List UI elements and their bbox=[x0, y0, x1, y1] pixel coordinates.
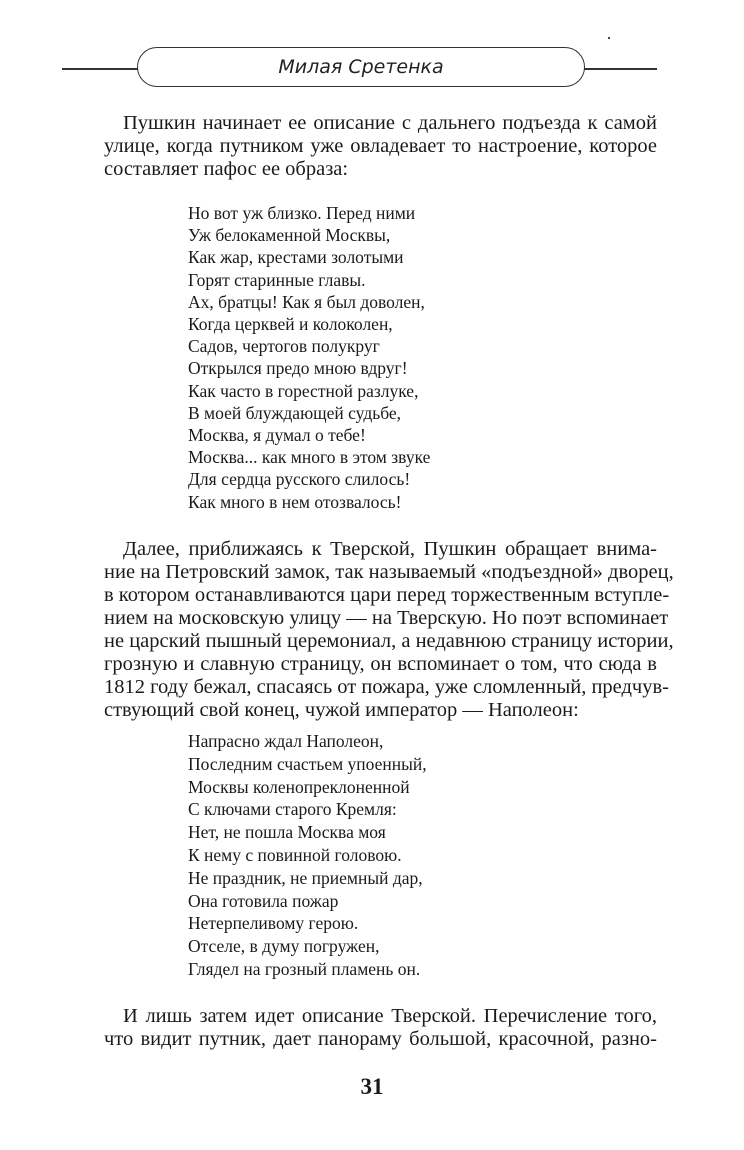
verse-line: Когда церквей и колоколен, bbox=[188, 314, 393, 335]
verse-line: Ах, братцы! Как я был доволен, bbox=[188, 291, 425, 312]
verse-line: Последним счастьем упоенный, bbox=[188, 753, 427, 774]
text-line: Пушкин начинает ее описание с дальнего подъезда к самой bbox=[123, 112, 657, 134]
verse-line: Как жар, крестами золотыми bbox=[188, 247, 404, 268]
poem-1 bbox=[188, 202, 430, 513]
speck bbox=[608, 37, 610, 39]
text-line: ствующий свой конец, чужой император — Наполеон: bbox=[104, 699, 579, 721]
verse-line: Напрасно ждал Наполеон, bbox=[188, 731, 384, 751]
page-number: 31 bbox=[360, 1074, 384, 1099]
verse-line: В моей блуждающей судьбе, bbox=[188, 402, 402, 423]
running-title: Милая Сретенка bbox=[278, 56, 444, 78]
text-line: что видит путник, дает панораму большой, красочной, разно- bbox=[104, 1028, 657, 1050]
paragraph-1 bbox=[104, 112, 657, 181]
text-line: грозную и славную страницу, он вспоминает о том, что сюда в bbox=[104, 653, 657, 675]
verse-line: Садов, чертогов полукруг bbox=[188, 336, 380, 357]
verse-line: Открылся предо мною вдруг! bbox=[188, 358, 408, 379]
verse-line: Для сердца русского слилось! bbox=[188, 469, 411, 490]
text-line: ние на Петровский замок, так называемый «подъездной» дворец, bbox=[104, 561, 674, 583]
verse-line: Москвы коленопреклоненной bbox=[188, 776, 410, 797]
verse-line: Глядел на грозный пламень он. bbox=[188, 958, 421, 979]
verse-line: Нет, не пошла Москва моя bbox=[188, 822, 386, 843]
verse-line: Горят старинные главы. bbox=[188, 269, 366, 290]
text-line: 1812 году бежал, спасаясь от пожара, уже сломленный, предчув- bbox=[104, 676, 669, 698]
verse-line: Не праздник, не приемный дар, bbox=[188, 867, 423, 888]
text-line: в котором останавливаются цари перед торжественным вступле- bbox=[104, 584, 670, 606]
verse-line: С ключами старого Кремля: bbox=[188, 799, 397, 820]
verse-line: Уж белокаменной Москвы, bbox=[188, 225, 391, 246]
running-header bbox=[137, 47, 585, 87]
verse-line: К нему с повинной головою. bbox=[188, 844, 402, 865]
text-line: не царский пышный церемониал, а недавнюю страницу истории, bbox=[104, 630, 674, 652]
poem-2 bbox=[188, 730, 427, 981]
verse-line: Москва... как много в этом звуке bbox=[188, 447, 431, 468]
text-line: улице, когда путником уже овладевает то настроение, которое bbox=[104, 135, 657, 157]
verse-line: Москва, я думал о тебе! bbox=[188, 425, 366, 446]
text-line: Далее, приближаясь к Тверской, Пушкин обращает внима- bbox=[123, 538, 657, 560]
header-rule-right bbox=[584, 68, 657, 70]
paragraph-2 bbox=[104, 538, 674, 722]
verse-line: Она готовила пожар bbox=[188, 890, 339, 911]
verse-line: Как много в нем отозвалось! bbox=[188, 491, 402, 512]
verse-line: Нетерпеливому герою. bbox=[188, 913, 359, 934]
paragraph-3 bbox=[104, 1005, 657, 1051]
header-rule-left bbox=[62, 68, 138, 70]
verse-line: Но вот уж близко. Перед ними bbox=[188, 203, 416, 223]
verse-line: Отселе, в думу погружен, bbox=[188, 936, 380, 957]
verse-line: Как часто в горестной разлуке, bbox=[188, 380, 419, 401]
text-line: составляет пафос ее образа: bbox=[104, 158, 349, 180]
text-line: нием на московскую улицу — на Тверскую. Но поэт вспоминает bbox=[104, 607, 669, 629]
text-line: И лишь затем идет описание Тверской. Перечисление того, bbox=[123, 1005, 657, 1027]
